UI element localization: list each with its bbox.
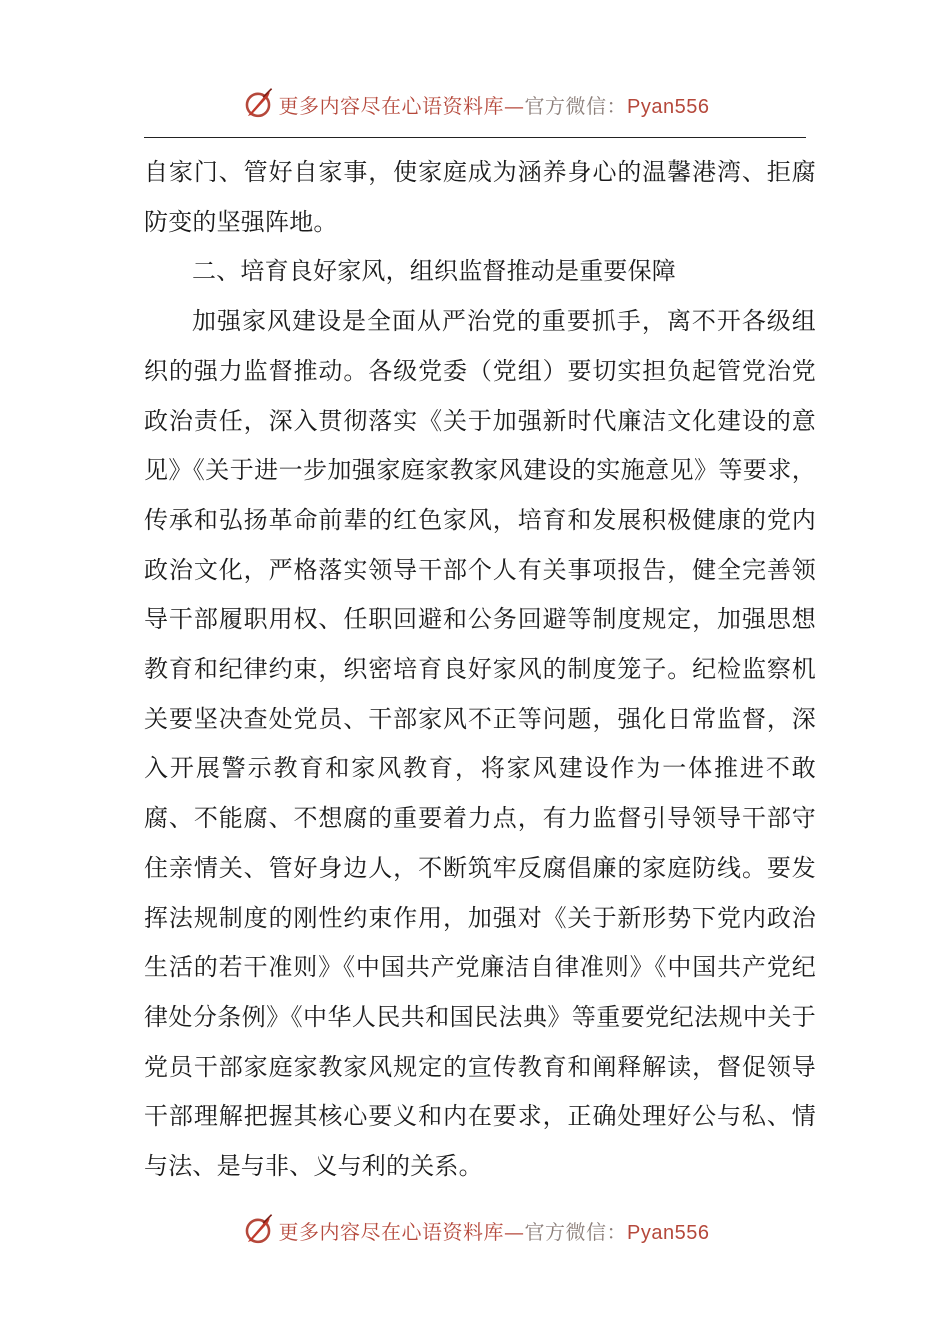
- banner-main: 更多内容尽在心语资料库: [278, 93, 505, 118]
- footer-banner-dash: —: [504, 1219, 525, 1244]
- footer-banner-text: [279, 1216, 710, 1245]
- footer-banner-wechat-id: Pyan556: [627, 1221, 710, 1244]
- footer-banner-wechat-label: 官方微信：: [524, 1219, 628, 1244]
- quill-logo-icon: [241, 87, 275, 121]
- paragraph-1: 自家门、管好自家事，使家庭成为涵养身心的温馨港湾、拒腐防变的坚强阵地。: [144, 158, 816, 236]
- header-banner-text: [279, 90, 710, 119]
- quill-logo-icon: [241, 1213, 275, 1247]
- header-divider: [144, 137, 806, 138]
- header-banner: [0, 84, 950, 124]
- banner-wechat-label: 官方微信：: [524, 93, 628, 118]
- footer-banner: [0, 1210, 950, 1250]
- section-heading: 二、培育良好家风，组织监督推动是重要保障: [192, 257, 676, 286]
- banner-dash: —: [504, 93, 525, 118]
- footer-banner-main: 更多内容尽在心语资料库: [278, 1219, 505, 1244]
- banner-wechat-id: Pyan556: [627, 95, 710, 118]
- document-body: [144, 148, 816, 1192]
- paragraph-3: 加强家风建设是全面从严治党的重要抓手，离不开各级组织的强力监督推动。各级党委（党组）要切实担负起管党治党政治责任，深入贯彻落实《关于加强新时代廉洁文化建设的意见》《关于进一步加强家庭家教家风建设的实施意见》等要求，传承和弘扬革命前辈的红色家风，培育和发展积极健康的党内政治文化，严格落实领导干部个人有关事项报告，健全完善领导干部履职用权、任职回避和公务回避等制度规定，加强思想教育和纪律约束，织密培育良好家风的制度笼子。纪检监察机关要坚决查处党员、干部家风不正等问题，强化日常监督，深入开展警示教育和家风教育，将家风建设作为一体推进不敢腐、不能腐、不想腐的重要着力点，有力监督引导领导干部守住亲情关、管好身边人，不断筑牢反腐倡廉的家庭防线。要发挥法规制度的刚性约束作用，加强对《关于新形势下党内政治生活的若干准则》《中国共产党廉洁自律准则》《中国共产党纪律处分条例》《中华人民共和国民法典》等重要党纪法规中关于党员干部家庭家教家风规定的宣传教育和阐释解读，督促领导干部理解把握其核心要义和内在要求，正确处理好公与私、情与法、是与非、义与利的关系。: [144, 307, 816, 1181]
